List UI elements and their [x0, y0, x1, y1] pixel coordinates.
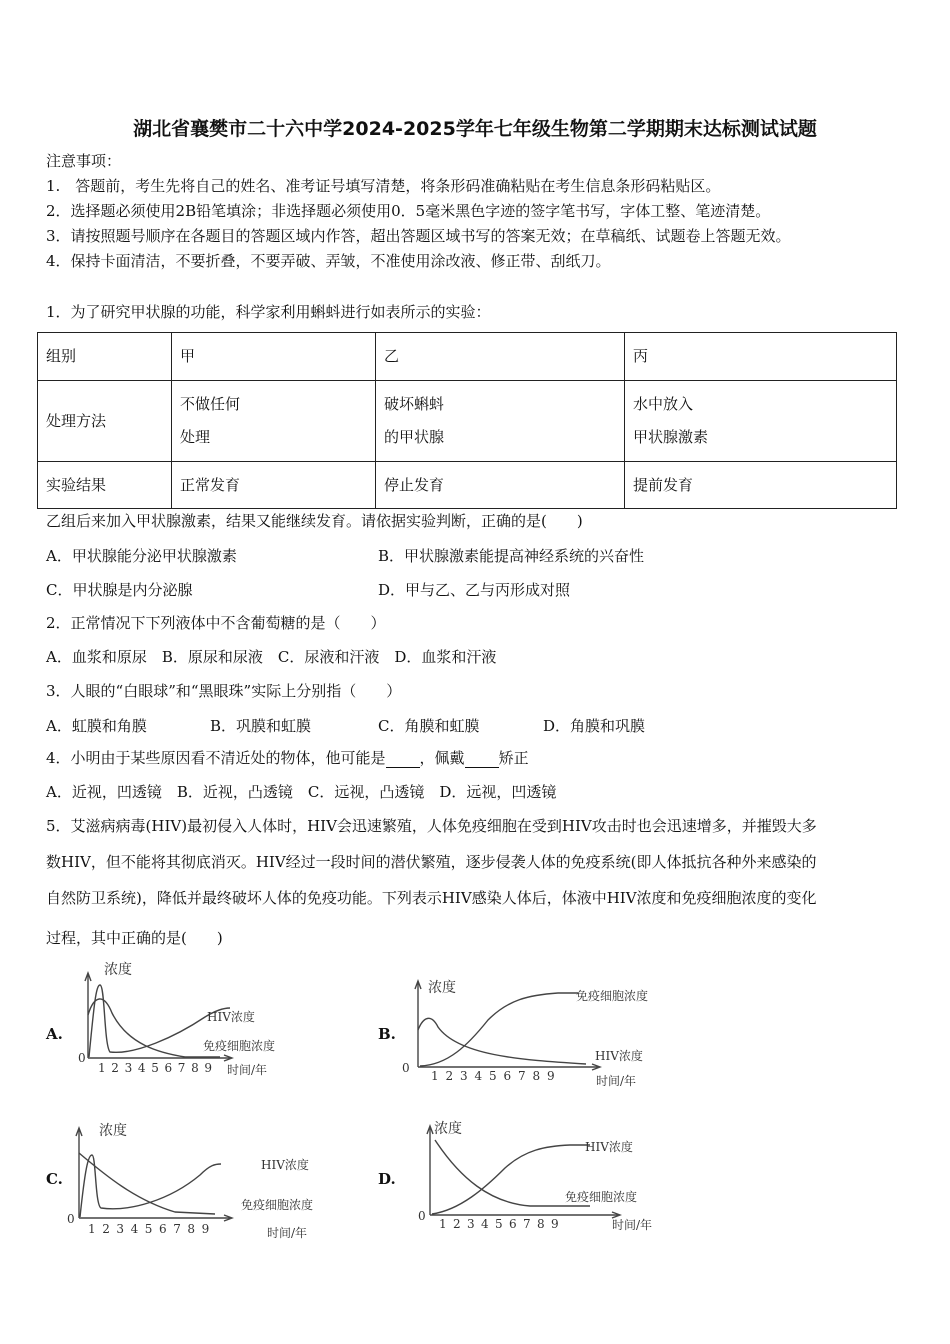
x-tick-label: 1 — [439, 1217, 447, 1231]
table-cell: 提前发育 — [625, 462, 897, 509]
x-tick-label: 8 — [537, 1217, 545, 1231]
q4-stem-part: ，佩戴 — [419, 749, 465, 767]
table-cell: 停止发育 — [376, 462, 625, 509]
table-row — [38, 333, 897, 381]
table-cell: 正常发育 — [172, 462, 376, 509]
x-tick-label: 2 — [111, 1061, 119, 1075]
chart-b — [402, 975, 688, 1105]
curve-label: 免疫细胞浓度 — [576, 989, 649, 1003]
x-tick-label: 6 — [503, 1069, 512, 1083]
x-tick-label: 8 — [187, 1222, 196, 1236]
table-cell: 丙 — [625, 333, 897, 381]
answer-blank[interactable] — [386, 753, 420, 768]
x-tick-label: 9 — [201, 1222, 210, 1236]
q5-option-b[interactable]: B. — [378, 1025, 396, 1043]
chart-d — [420, 1118, 700, 1248]
chart-a-plot — [80, 965, 360, 1095]
q5-line: 自然防卫系统)，降低并最终破坏人体的免疫功能。下列表示HIV感染人体后，体液中HIV浓度和免疫细胞浓度的变化 — [46, 889, 817, 907]
x-tick-label: 6 — [159, 1222, 167, 1236]
curve-hump — [88, 999, 220, 1057]
q1-stem: 1．为了研究甲状腺的功能，科学家利用蝌蚪进行如表所示的实验： — [46, 303, 491, 321]
q2-options[interactable]: A．血浆和原尿 B．原尿和尿液 C．尿液和汗液 D．血浆和汗液 — [46, 648, 497, 666]
x-tick-label: 2 — [445, 1069, 454, 1083]
origin-label: 0 — [418, 1209, 426, 1223]
chart-a — [78, 962, 360, 1095]
x-tick-label: 7 — [173, 1222, 181, 1236]
origin-label: 0 — [402, 1061, 410, 1075]
x-axis-label: 时间/年 — [596, 1074, 637, 1088]
x-tick-label: 3 — [467, 1217, 475, 1231]
x-axis-label: 时间/年 — [612, 1218, 653, 1232]
y-axis-label: 浓度 — [428, 980, 456, 996]
q5-option-a[interactable]: A. — [46, 1025, 63, 1043]
x-tick-label: 5 — [495, 1217, 503, 1231]
x-axis-label: 时间/年 — [267, 1226, 308, 1240]
curve-label: 免疫细胞浓度 — [565, 1190, 638, 1204]
q3-option-d[interactable]: D．角膜和巩膜 — [543, 717, 646, 735]
q5-line: 数HIV，但不能将其彻底消灭。HIV经过一段时间的潜伏繁殖，逐步侵袭人体的免疫系统(即人体抵抗各种外来感染的 — [46, 853, 817, 871]
x-tick-label: 4 — [474, 1069, 483, 1083]
x-tick-label: 3 — [116, 1222, 125, 1236]
x-tick-label: 5 — [151, 1061, 159, 1075]
x-tick-label: 5 — [489, 1069, 497, 1083]
q4-stem-part: 矫正 — [498, 749, 529, 767]
x-tick-label: 3 — [460, 1069, 468, 1083]
y-axis-label: 浓度 — [434, 1121, 462, 1137]
curve-label: HIV浓度 — [595, 1049, 643, 1063]
table-cell: 组别 — [38, 333, 172, 381]
x-tick-label: 9 — [204, 1061, 213, 1075]
origin-label: 0 — [67, 1212, 75, 1226]
q3-option-c[interactable]: C．角膜和虹膜 — [378, 717, 480, 735]
x-tick-label: 9 — [547, 1069, 555, 1083]
x-tick-label: 7 — [523, 1217, 531, 1231]
notes-heading: 注意事项： — [46, 152, 122, 170]
curve-label: 免疫细胞浓度 — [241, 1198, 314, 1212]
note-item: 2．选择题必须使用2B铅笔填涂；非选择题必须使用0．5毫米黑色字迹的签字笔书写，字体工整、笔迹清楚。 — [46, 202, 771, 220]
q5-line: 5．艾滋病病毒(HIV)最初侵入人体时，HIV会迅速繁殖，人体免疫细胞在受到HIV攻击时也会迅速增多，并摧毁大多 — [46, 817, 817, 835]
q5-option-d[interactable]: D. — [378, 1170, 396, 1188]
curve-hump — [418, 1018, 586, 1064]
x-tick-label: 5 — [144, 1222, 153, 1236]
x-axis-label: 时间/年 — [227, 1063, 268, 1077]
table-cell: 破坏蝌蚪 的甲状腺 — [376, 381, 625, 462]
curve-label: HIV浓度 — [261, 1158, 309, 1172]
table-cell: 乙 — [376, 333, 625, 381]
experiment-table — [37, 332, 897, 509]
q1-followup: 乙组后来加入甲状腺激素，结果又能继续发育。请依据实验判断，正确的是( ) — [46, 512, 583, 530]
table-cell: 处理方法 — [38, 381, 172, 462]
chart-d-plot — [420, 1118, 700, 1248]
x-tick-label: 2 — [102, 1222, 110, 1236]
q1-option-c[interactable]: C．甲状腺是内分泌腺 — [46, 581, 193, 599]
answer-blank[interactable] — [465, 753, 499, 768]
x-tick-label: 8 — [532, 1069, 541, 1083]
x-tick-label: 4 — [137, 1061, 146, 1075]
q4-stem-part: 4．小明由于某些原因看不清近处的物体，他可能是 — [46, 749, 386, 767]
chart-c — [67, 1120, 355, 1250]
y-axis-label: 浓度 — [104, 962, 132, 978]
x-tick-label: 4 — [130, 1222, 139, 1236]
curve-label: HIV浓度 — [207, 1010, 255, 1024]
x-tick-label: 1 — [431, 1069, 439, 1083]
q2-stem: 2．正常情况下下列液体中不含葡萄糖的是（ ） — [46, 614, 386, 632]
table-cell: 甲 — [172, 333, 376, 381]
table-row — [38, 462, 897, 509]
x-tick-label: 8 — [191, 1061, 199, 1075]
x-tick-label: 1 — [98, 1061, 106, 1075]
table-cell: 实验结果 — [38, 462, 172, 509]
x-tick-label: 6 — [509, 1217, 517, 1231]
q1-option-d[interactable]: D．甲与乙、乙与丙形成对照 — [378, 581, 571, 599]
q3-option-a[interactable]: A．虹膜和角膜 — [46, 717, 147, 735]
y-axis-label: 浓度 — [99, 1123, 127, 1139]
x-tick-label: 7 — [518, 1069, 526, 1083]
q1-option-b[interactable]: B．甲状腺激素能提高神经系统的兴奋性 — [378, 547, 645, 565]
x-tick-label: 3 — [124, 1061, 133, 1075]
note-item: 3．请按照题号顺序在各题目的答题区域内作答，超出答题区域书写的答案无效；在草稿纸、试题卷上答题无效。 — [46, 227, 791, 245]
curve-label: HIV浓度 — [585, 1140, 633, 1154]
x-tick-label: 7 — [177, 1061, 186, 1075]
x-tick-label: 4 — [481, 1217, 489, 1231]
note-item: 1. 答题前，考生先将自己的姓名、准考证号填写清楚，将条形码准确粘贴在考生信息条形码粘贴区。 — [46, 177, 721, 195]
table-cell: 不做任何 处理 — [172, 381, 376, 462]
table-row — [38, 381, 897, 462]
q3-option-b[interactable]: B．巩膜和虹膜 — [210, 717, 312, 735]
q1-option-a[interactable]: A．甲状腺能分泌甲状腺激素 — [46, 547, 237, 565]
q5-option-c[interactable]: C. — [46, 1170, 63, 1188]
note-item: 4．保持卡面清洁，不要折叠，不要弄破、弄皱，不准使用涂改液、修正带、刮纸刀。 — [46, 252, 611, 270]
q4-stem — [46, 748, 529, 768]
q4-options[interactable]: A．近视，凹透镜 B．近视，凸透镜 C．远视，凸透镜 D．远视，凹透镜 — [46, 783, 557, 801]
x-tick-label: 9 — [551, 1217, 559, 1231]
q3-stem: 3．人眼的“白眼球”和“黑眼珠”实际上分别指（ ） — [46, 682, 402, 700]
x-tick-label: 6 — [164, 1061, 173, 1075]
table-cell: 水中放入 甲状腺激素 — [625, 381, 897, 462]
document-title: 湖北省襄樊市二十六中学2024-2025学年七年级生物第二学期期末达标测试试题 — [133, 118, 817, 140]
x-tick-label: 1 — [88, 1222, 96, 1236]
q5-line: 过程，其中正确的是( ) — [46, 929, 223, 947]
curve-spike — [80, 1155, 221, 1217]
origin-label: 0 — [78, 1051, 86, 1065]
curve-label: 免疫细胞浓度 — [203, 1039, 276, 1053]
x-tick-label: 2 — [453, 1217, 461, 1231]
